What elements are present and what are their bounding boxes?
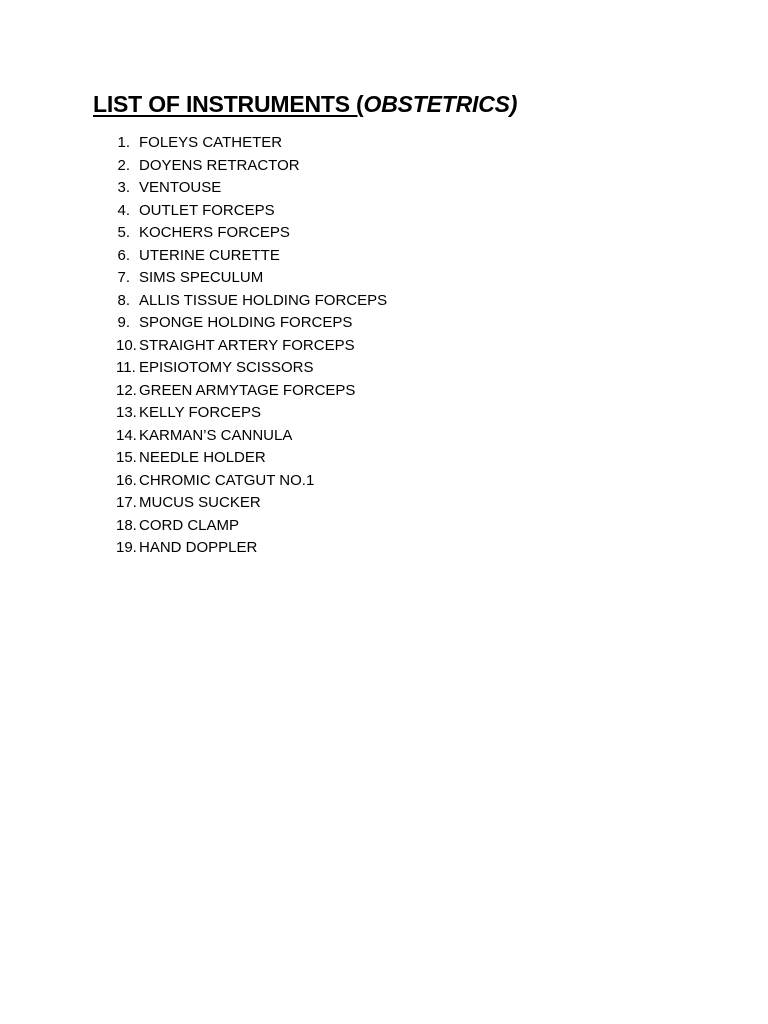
list-item-label: ALLIS TISSUE HOLDING FORCEPS: [139, 291, 388, 309]
list-item-label: KARMAN’S CANNULA: [139, 426, 293, 444]
list-item-number: 3.: [117, 179, 130, 196]
document-title: [93, 88, 517, 120]
list-item-label: SIMS SPECULUM: [139, 269, 264, 286]
list-item-number: 1.: [117, 134, 130, 151]
list-item-label: NEEDLE HOLDER: [139, 449, 266, 466]
list-item-number: 7.: [117, 269, 130, 286]
list-item-number: 17.: [116, 494, 137, 511]
list-item-number: 18.: [116, 516, 137, 534]
list-item-label: FOLEYS CATHETER: [139, 134, 283, 151]
list-item-number: 19.: [116, 539, 137, 556]
list-item-number: 15.: [116, 449, 137, 466]
list-item-number: 5.: [117, 224, 130, 241]
list-item-label: KELLY FORCEPS: [139, 404, 261, 421]
title-italic: OBSTETRICS): [363, 91, 518, 117]
list-item-label: EPISIOTOMY SCISSORS: [139, 359, 314, 376]
list-item-number: 6.: [117, 246, 130, 264]
list-item-label: CHROMIC CATGUT NO.1: [139, 471, 315, 489]
list-item-number: 2.: [117, 156, 130, 174]
list-item-label: UTERINE CURETTE: [139, 246, 280, 264]
list-item-number: 11.: [116, 359, 136, 376]
list-item-label: CORD CLAMP: [139, 516, 240, 534]
list-item-number: 9.: [117, 314, 130, 331]
list-item-label: DOYENS RETRACTOR: [139, 156, 300, 174]
list-item-number: 8.: [117, 291, 130, 309]
list-item-number: 13.: [116, 404, 137, 421]
list-item-label: SPONGE HOLDING FORCEPS: [139, 314, 353, 331]
list-item-label: STRAIGHT ARTERY FORCEPS: [139, 336, 355, 354]
list-item-number: 10.: [116, 336, 137, 354]
list-item-label: VENTOUSE: [139, 179, 222, 196]
list-item-label: OUTLET FORCEPS: [139, 201, 275, 219]
list-item-number: 4.: [117, 201, 130, 219]
list-item-label: GREEN ARMYTAGE FORCEPS: [139, 381, 356, 399]
list-item-label: HAND DOPPLER: [139, 539, 258, 556]
list-item-label: MUCUS SUCKER: [139, 494, 261, 511]
list-item-number: 12.: [116, 381, 137, 399]
title-main: LIST OF INSTRUMENTS (: [93, 91, 364, 117]
list-item-number: 14.: [116, 426, 137, 444]
list-item-number: 16.: [116, 471, 137, 489]
list-item-label: KOCHERS FORCEPS: [139, 224, 290, 241]
